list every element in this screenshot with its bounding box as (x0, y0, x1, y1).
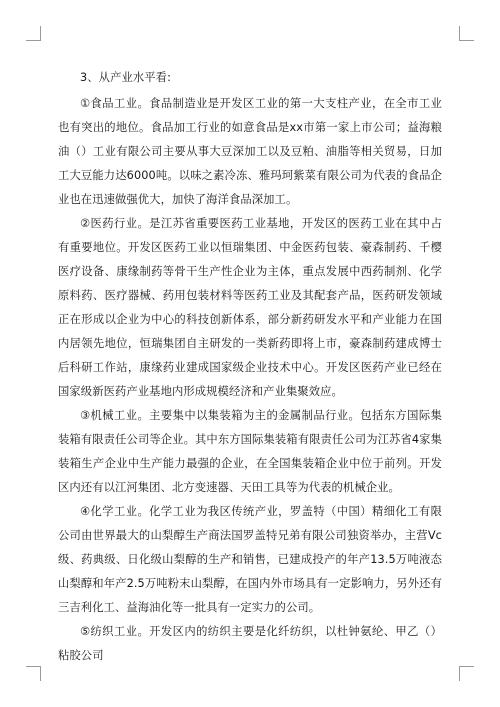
paragraph-textile-industry: ⑤纺织工业。开发区内的纺织主要是化纤纺织，以杜钟氨纶、甲乙（）粘胶公司 (58, 625, 442, 662)
paragraph-food-industry: ①食品工业。食品制造业是开发区工业的第一大支柱产业，在全市工业也有突出的地位。食品加工行业的如意食品是xx市第一家上市公司；益海粮油（）工业有限公司主要从事大豆深加工以及豆粕、油脂等相关贸易，日加工大豆能力达6000吨。以味之素冷冻、雅玛珂紫菜有限公司为代表的食品企业也在迅速做强优大，加快了海洋食品深加工。 (58, 97, 442, 206)
paragraph-chemical-industry: ④化学工业。化学工业为我区传统产业，罗盖特（中国）精细化工有限公司由世界最大的山梨醇生产商法国罗盖特兄弟有限公司独资举办，主营Vc级、药典级、日化级山梨醇的生产和销售，已建成投产的年产13.5万吨液态山梨醇和年产2.5万吨粉末山梨醇，在国内外市场具有一定影响力，另外还有三吉利化工、益海油化等一批具有一定实力的公司。 (58, 505, 442, 614)
section-heading: 3、从产业水平看: (80, 71, 171, 84)
crop-mark-top-right (459, 26, 474, 41)
paragraph-pharma-industry: ②医药行业。是江苏省重要医药工业基地，开发区的医药工业在其中占有重要地位。开发区医药工业以恒瑞集团、中金医药包装、豪森制药、千樱医疗设备、康缘制药等骨干生产性企业为主体，重点发展中西药制剂、化学原料药、医疗器械、药用包装材料等医药工业及其配套产品，医药研发领域正在形成以企业为中心的科技创新体系，部分新药研发水平和产业能力在国内居领先地位，恒瑞集团自主研发的一类新药即将上市，豪森制药建成博士后科研工作站，康缘药业建成国家级企业技术中心。开发区医药产业已经在国家级新医药产业基地内形成规模经济和产业集聚效应。 (58, 217, 442, 398)
paragraph-machinery-industry: ③机械工业。主要集中以集装箱为主的金属制品行业。包括东方国际集装箱有限责任公司等企业。其中东方国际集装箱有限责任公司为江苏省4家集装箱生产企业中生产能力最强的企业，在全国集装箱企业中位于前列。开发区内还有以江河集团、北方变速器、天田工具等为代表的机械企业。 (58, 409, 442, 494)
crop-mark-bottom-left (26, 666, 41, 681)
crop-mark-top-left (26, 26, 41, 41)
crop-mark-bottom-right (459, 666, 474, 681)
document-body (58, 66, 442, 668)
